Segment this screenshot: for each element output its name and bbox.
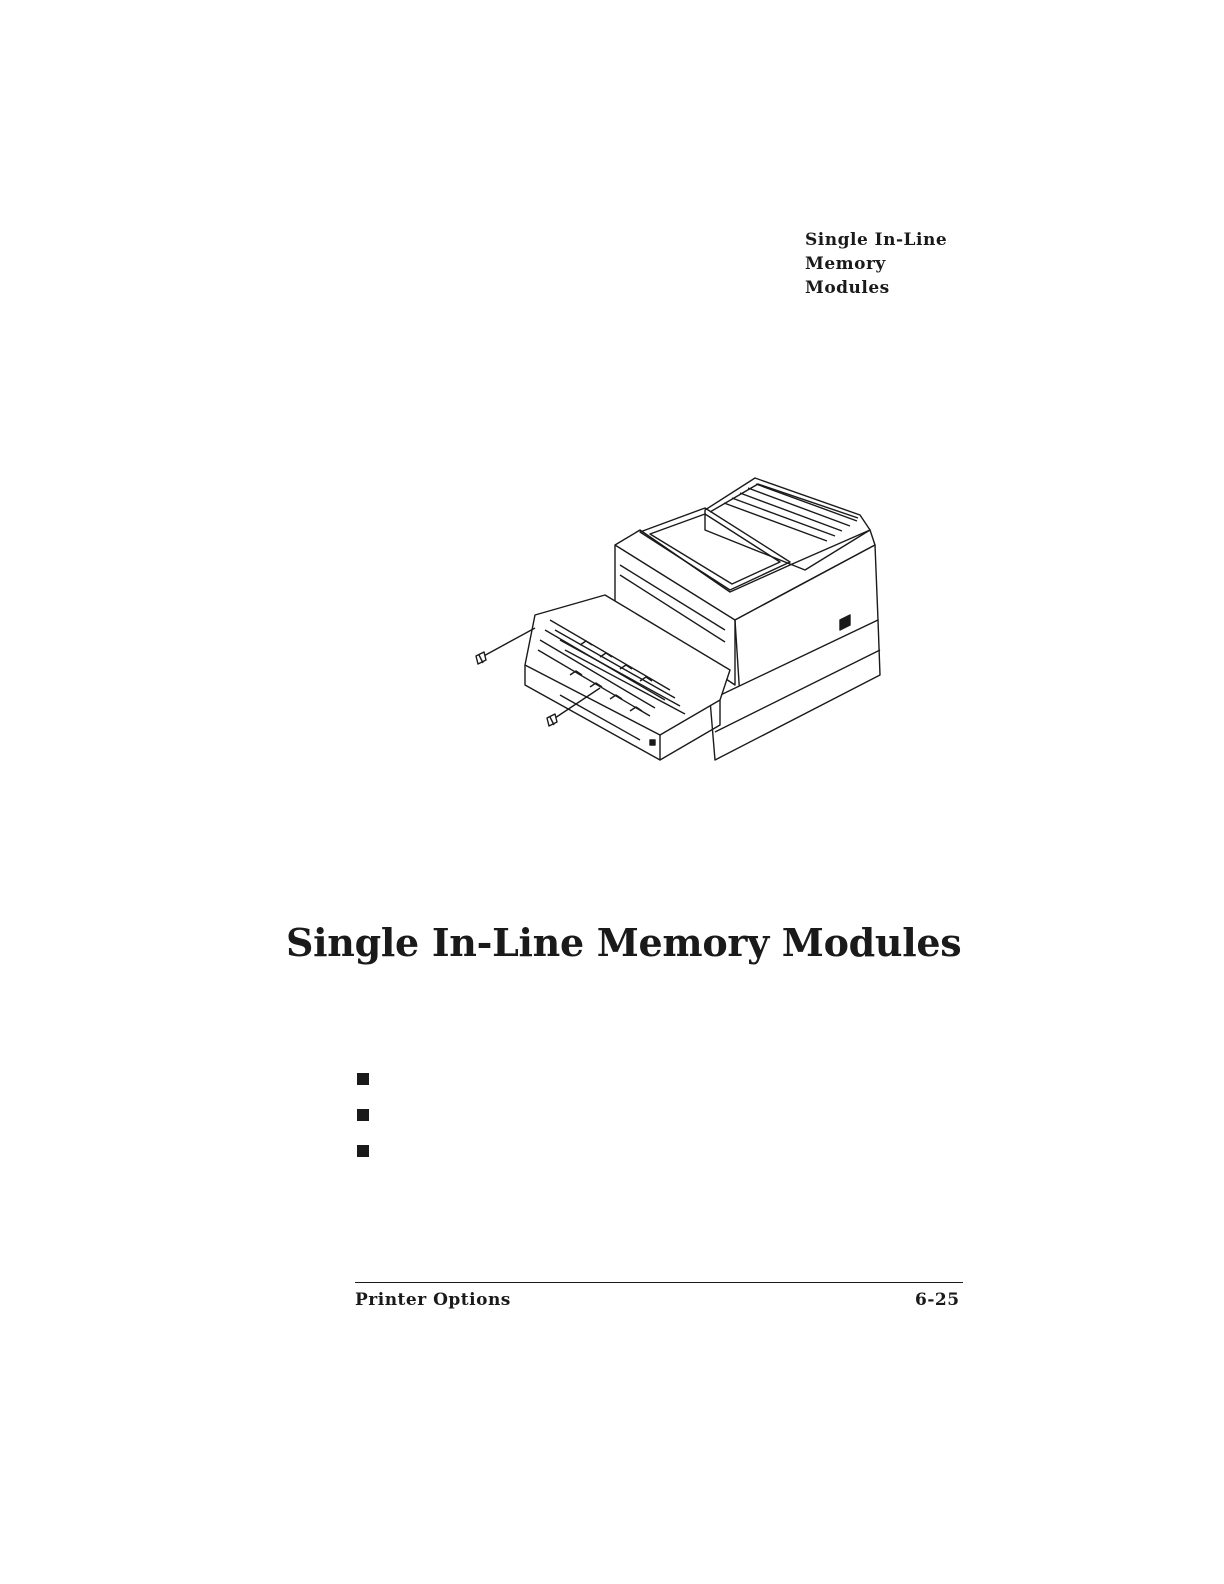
- list-item: [357, 1109, 369, 1145]
- list-item: [357, 1145, 369, 1181]
- square-bullet-icon: [357, 1073, 369, 1085]
- side-heading-line-3: Modules: [805, 278, 890, 298]
- footer-divider: [355, 1282, 963, 1283]
- open-front-cover: [525, 595, 730, 760]
- page-title: Single In-Line Memory Modules: [286, 920, 962, 965]
- footer-section-title: Printer Options: [355, 1290, 511, 1310]
- side-heading: [805, 228, 947, 300]
- square-bullet-icon: [357, 1109, 369, 1121]
- list-item: [357, 1073, 369, 1109]
- screw-icon-lower: [547, 688, 600, 726]
- bullet-list: [357, 1073, 369, 1181]
- page-number: 6-25: [915, 1290, 960, 1310]
- side-heading-line-2: Memory: [805, 254, 886, 274]
- printer-illustration: [470, 470, 890, 780]
- square-bullet-icon: [357, 1145, 369, 1157]
- side-heading-line-1: Single In-Line: [805, 230, 948, 250]
